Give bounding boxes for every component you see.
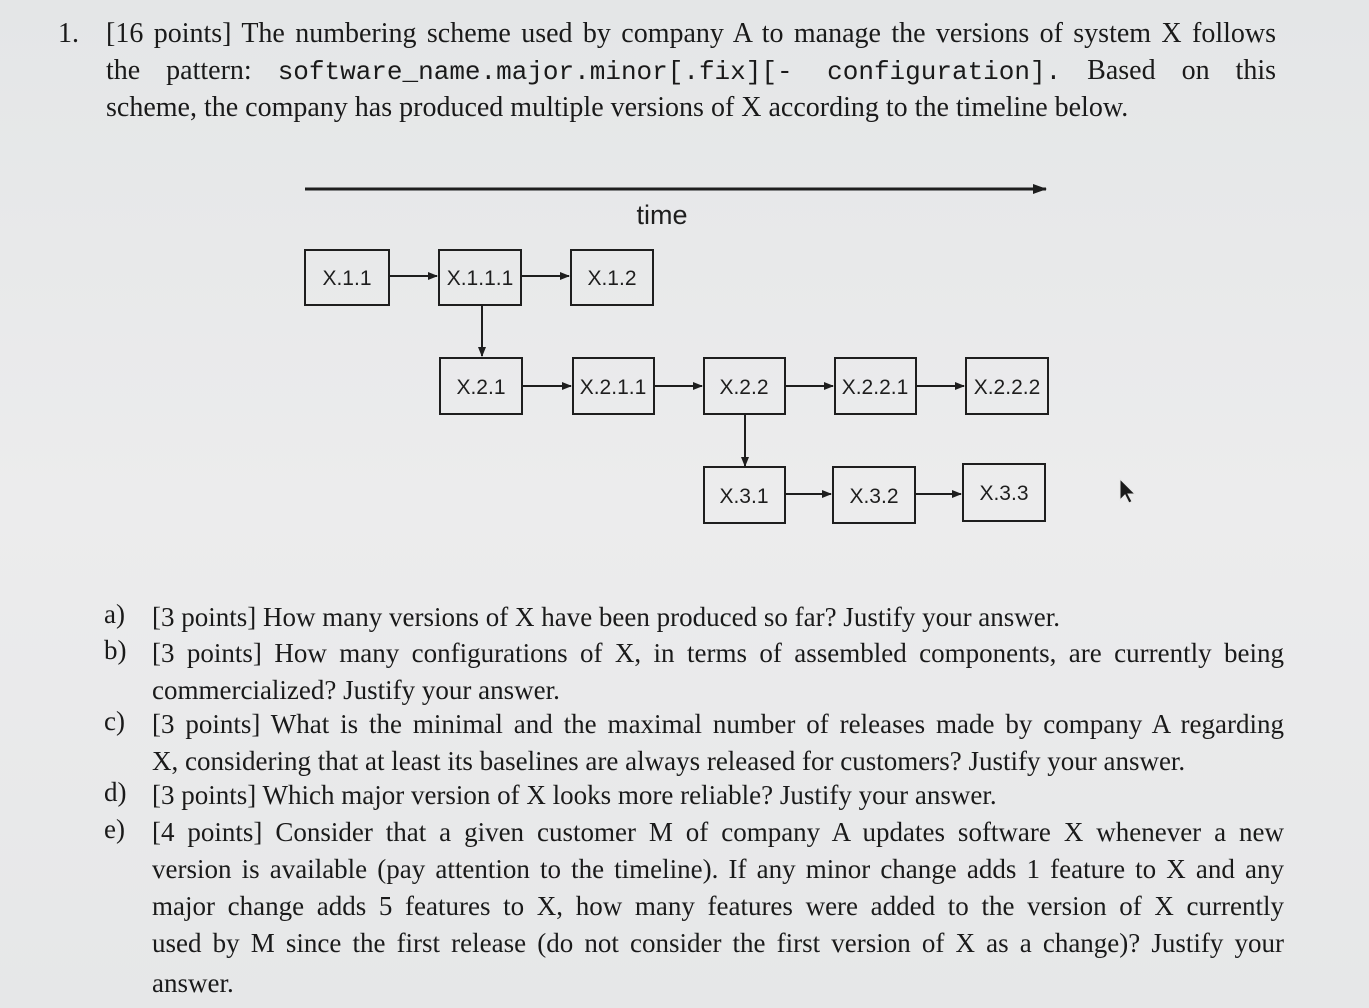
node-label: X.2.1 xyxy=(456,376,506,399)
node-x-1-1-1 xyxy=(439,250,521,305)
node-x-2-1-1 xyxy=(573,358,654,414)
subquestion-letter: d) xyxy=(104,777,127,807)
node-label: X.2.2 xyxy=(719,376,769,399)
question-line-1: [16 points] The numbering scheme used by company A to manage the versions of system X follows xyxy=(106,18,1276,49)
subquestion-text: X, considering that at least its baselines are always released for customers? Justify your answer. xyxy=(152,746,1186,776)
subquestion-text: [3 points] How many versions of X have been produced so far? Justify your answer. xyxy=(152,602,1061,632)
node-x-3-1 xyxy=(704,467,785,523)
node-x-2-1 xyxy=(440,358,522,414)
subquestion-text: answer. xyxy=(152,968,234,998)
node-x-1-2 xyxy=(571,250,653,305)
node-label: X.3.2 xyxy=(849,485,899,508)
node-label: X.1.2 xyxy=(587,267,637,290)
subquestion-text: [3 points] What is the minimal and the maximal number of releases made by company A regarding xyxy=(152,709,1284,739)
node-label: X.3.3 xyxy=(979,482,1029,505)
node-x-3-2 xyxy=(833,467,915,523)
node-label: X.1.1.1 xyxy=(446,267,514,290)
node-x-1-1 xyxy=(305,250,389,305)
node-label: X.2.1.1 xyxy=(579,376,647,399)
subquestion-d xyxy=(104,777,1284,817)
subquestion-text: used by M since the first release (do not consider the first version of X as a change)? Justify your xyxy=(152,928,1284,958)
node-label: X.1.1 xyxy=(322,267,372,290)
node-x-3-3 xyxy=(963,464,1045,521)
node-label: X.3.1 xyxy=(719,485,769,508)
subquestion-letter: c) xyxy=(104,706,125,736)
version-pattern-code: software_name.major.minor[.fix][- configuration]. xyxy=(277,57,1062,87)
question-line-2-suffix: Based on this xyxy=(1087,55,1277,86)
subquestion-text: version is available (pay attention to the timeline). If any minor change adds 1 feature to X and any xyxy=(152,854,1284,884)
subquestion-b xyxy=(104,635,1284,709)
subquestion-a xyxy=(104,599,1284,639)
question-line-2-prefix: the pattern: xyxy=(106,55,252,86)
node-label: X.2.2.1 xyxy=(841,376,909,399)
subquestion-text: major change adds 5 features to X, how many features were added to the version of X currently xyxy=(152,891,1284,921)
node-x-2-2-2 xyxy=(966,358,1048,414)
subquestion-text: [3 points] Which major version of X looks more reliable? Justify your answer. xyxy=(152,780,997,810)
subquestion-e xyxy=(104,814,1284,999)
subquestion-text: [4 points] Consider that a given customer M of company A updates software X whenever a new xyxy=(152,817,1284,847)
subquestion-letter: a) xyxy=(104,599,125,629)
mouse-pointer-icon xyxy=(1117,478,1137,504)
node-x-2-2-1 xyxy=(835,358,916,414)
subquestion-text: [3 points] How many configurations of X, in terms of assembled components, are currently being xyxy=(152,638,1284,668)
subquestion-text: commercialized? Justify your answer. xyxy=(152,675,560,705)
question-line-3: scheme, the company has produced multiple versions of X according to the timeline below. xyxy=(106,92,1129,123)
subquestion-letter: b) xyxy=(104,635,127,665)
node-x-2-2 xyxy=(704,358,785,414)
subquestion-c xyxy=(104,706,1284,780)
node-label: X.2.2.2 xyxy=(973,376,1041,399)
time-axis-label: time xyxy=(636,200,688,230)
subquestion-letter: e) xyxy=(104,814,125,844)
question-number: 1. xyxy=(58,18,79,49)
